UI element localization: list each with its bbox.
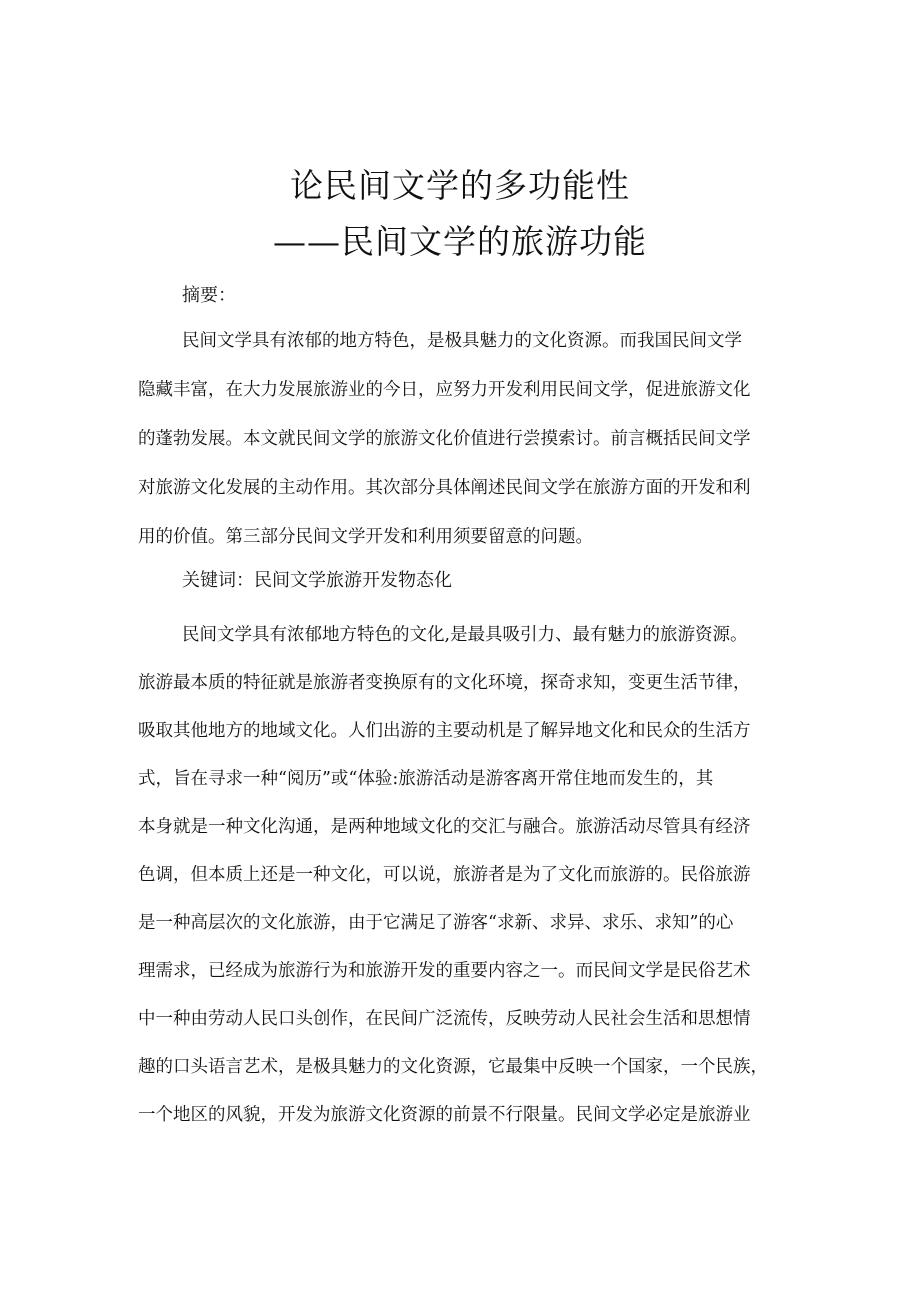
keywords-line: 关键词：民间文学旅游开发物态化: [182, 570, 452, 591]
body-line: 本身就是一种文化沟通，是两种地域文化的交汇与融合。旅游活动尽管具有经济: [138, 817, 751, 837]
body-line: 吸取其他地方的地域文化。人们出游的主要动机是了解异地文化和民众的生活方: [138, 721, 751, 741]
abstract-paragraph: [138, 326, 788, 571]
body-line: 民间文学具有浓郁地方特色的文化,是最具吸引力、最有魅力的旅游资源。: [182, 625, 748, 645]
body-line: 色调，但本质上还是一种文化，可以说，旅游者是为了文化而旅游的。民俗旅游: [138, 865, 751, 885]
abstract-line: 的蓬勃发展。本文就民间文学的旅游文化价值进行尝摸索讨。前言概括民间文学: [138, 429, 751, 449]
body-paragraph: [138, 620, 788, 1148]
abstract-label: 摘要：: [182, 285, 236, 306]
abstract-line: 民间文学具有浓郁的地方特色，是极具魅力的文化资源。而我国民间文学: [182, 331, 742, 351]
body-line: 中一种由劳动人民口头创作，在民间广泛流传，反映劳动人民社会生活和思想情: [138, 1009, 751, 1029]
abstract-line: 对旅游文化发展的主动作用。其次部分具体阐述民间文学在旅游方面的开发和利: [138, 478, 751, 498]
body-line: 一个地区的风貌，开发为旅游文化资源的前景不行限量。民间文学必定是旅游业: [138, 1105, 751, 1125]
abstract-line: 用的价值。第三部分民间文学开发和利用须要留意的问题。: [138, 527, 593, 547]
abstract-line: 隐藏丰富，在大力发展旅游业的今日，应努力开发利用民间文学，促进旅游文化: [138, 380, 751, 400]
page-title: 论民间文学的多功能性: [290, 166, 630, 205]
body-line: 趣的口头语言艺术，是极具魅力的文化资源，它最集中反映一个国家，一个民族，: [138, 1057, 768, 1077]
body-line: 是一种高层次的文化旅游，由于它满足了游客“求新、求异、求乐、求知”的心: [138, 913, 734, 933]
body-line: 理需求，已经成为旅游行为和旅游开发的重要内容之一。而民间文学是民俗艺术: [138, 961, 751, 981]
body-line: 旅游最本质的特征就是旅游者变换原有的文化环境，探奇求知，变更生活节律，: [138, 673, 751, 693]
page-subtitle: ——民间文学的旅游功能: [273, 222, 647, 261]
body-line: 式，旨在寻求一种“阅历”或“体验:旅游活动是游客离开常住地而发生的，其: [138, 769, 714, 789]
